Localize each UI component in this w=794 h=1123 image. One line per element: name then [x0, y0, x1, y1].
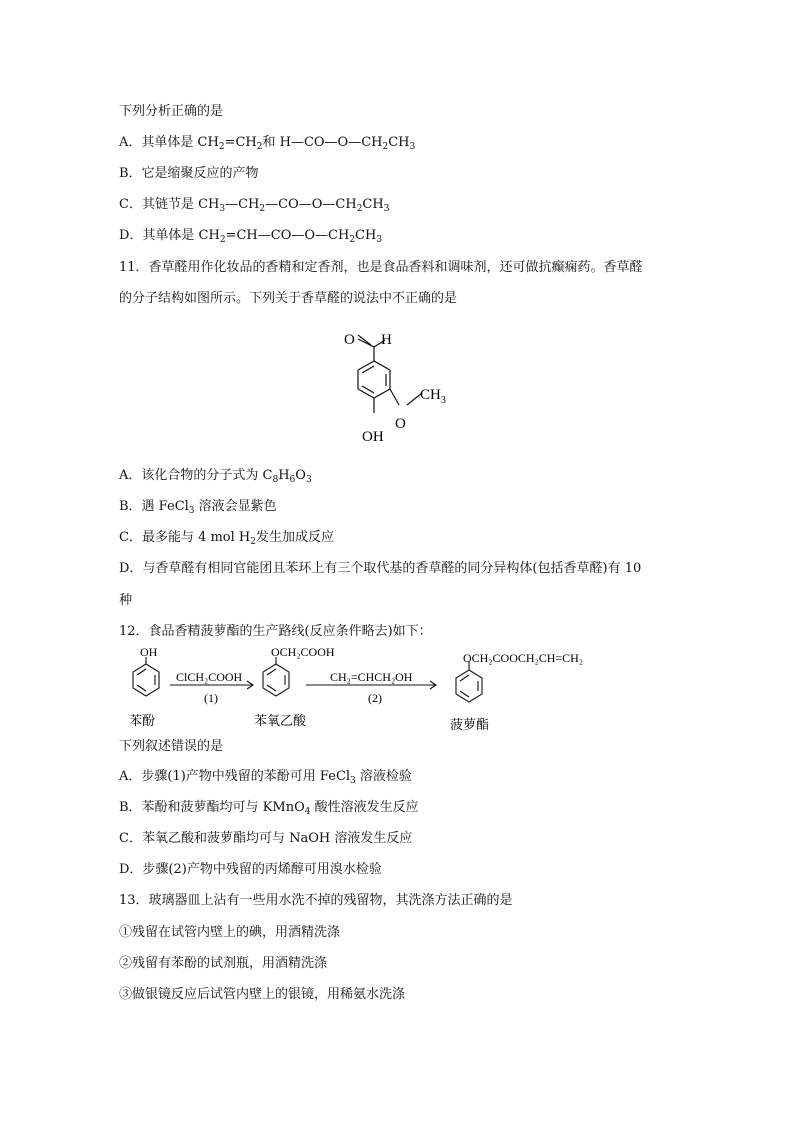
q11-a-sub6: 6	[289, 475, 296, 485]
pineapple-ester-name: 菠萝酯	[450, 718, 490, 733]
step1-reagent: ClCH₂COOH	[176, 670, 243, 684]
q12-stem: 12．食品香精菠萝酯的生产路线(反应条件略去)如下：	[119, 624, 432, 639]
phenol-name: 苯酚	[129, 714, 156, 729]
q12-option-d: D．步骤(2)产物中残留的丙烯醇可用溴水检验	[119, 862, 382, 877]
q10-a-text2: =CH	[224, 135, 257, 150]
q11-c-text2: 发生加成反应	[256, 530, 335, 545]
q10-a-text1: A．其单体是 CH	[119, 135, 219, 150]
q13-item-3: ③做银镜反应后试管内壁上的银镜，用稀氨水洗涤	[119, 987, 406, 1002]
aldehyde-oxygen: O	[344, 332, 355, 348]
q11-stem-line2: 的分子结构如图所示。下列关于香草醛的说法中不正确的是	[119, 291, 458, 306]
q12-a-text1: A．步骤(1)产物中残留的苯酚可用 FeCl	[119, 769, 351, 784]
q10-a-text4: CH	[388, 135, 410, 150]
q10-stem: 下列分析正确的是	[119, 104, 224, 119]
q11-a-h: H	[278, 468, 290, 483]
q13-item-2: ②残留有苯酚的试剂瓶，用酒精洗涤	[119, 956, 328, 971]
step2-reagent: CH₂=CHCH₂OH	[330, 670, 413, 684]
q10-c-text3: —CO—O—CH	[265, 197, 357, 212]
q10-a-text3: 和 H—CO—O—CH	[262, 135, 383, 150]
q11-option-d-line2: 种	[119, 593, 133, 608]
q10-c-text4: CH	[362, 197, 384, 212]
q11-b-text1: B．遇 FeCl	[119, 499, 189, 514]
aldehyde-hydrogen: H	[381, 332, 392, 348]
ether-oxygen: O	[395, 416, 406, 432]
q11-option-d-line1: D．与香草醛有相同官能团且苯环上有三个取代基的香草醛的同分异构体(包括香草醛)有 10	[119, 561, 642, 576]
q10-d-text1: D．其单体是 CH	[119, 228, 220, 243]
q11-option-c	[119, 529, 334, 547]
q11-option-b	[119, 498, 277, 516]
q12-option-a	[119, 768, 412, 786]
q10-c-text1: C．其链节是 CH	[119, 197, 220, 212]
q11-stem-line1: 11．香草醛用作化妆品的香精和定香剂，也是食品香料和调味剂，还可做抗癫痫药。香草醛	[119, 260, 643, 275]
q11-a-sub8: 8	[272, 475, 279, 485]
q13-item-1: ①残留在试管内壁上的碘，用酒精洗涤	[119, 925, 341, 940]
q13-stem: 13．玻璃器皿上沾有一些用水洗不掉的残留物，其洗涤方法正确的是	[119, 893, 513, 908]
q12-b-text1: B．苯酚和菠萝酯均可与 KMnO	[119, 800, 305, 815]
methyl-ch: CH	[420, 387, 441, 403]
hydroxyl-label: OH	[362, 429, 384, 445]
q12-sub-stem: 下列叙述错误的是	[119, 739, 224, 754]
q12-b-sub4: 4	[304, 807, 311, 817]
q12-a-text2: 溶液检验	[355, 769, 412, 784]
vanillin-structure	[330, 325, 470, 455]
q11-a-text: A．该化合物的分子式为 C	[119, 468, 273, 483]
q12-b-text2: 酸性溶液发生反应	[310, 800, 419, 815]
q10-option-b: B．它是缩聚反应的产物	[119, 166, 259, 181]
q11-b-text2: 溶液会显紫色	[194, 499, 277, 514]
q11-b-sub3: 3	[188, 506, 195, 516]
phenol-oh-label: OH	[140, 645, 158, 659]
methyl-label	[420, 387, 446, 406]
q10-option-d: D．其单体是 $CH_2=CH—CO—O—CH_2CH_3$	[119, 228, 383, 245]
q10-c-text2: —CH	[225, 197, 260, 212]
q11-a-sub3: 3	[305, 475, 312, 485]
q10-option-c: C．其链节是 $CH_3—CH_2—CO—O—CH_2CH_3$	[119, 197, 390, 214]
q11-option-a	[119, 467, 312, 485]
q10-d-text3: CH	[355, 228, 377, 243]
q12-option-c: C．苯氧乙酸和菠萝酯均可与 NaOH 溶液发生反应	[119, 831, 413, 846]
q10-option-a: A．其单体是 $CH_2=CH_2$和 $H—CO—O—CH_2CH_3$	[119, 135, 416, 152]
step2-label: (2)	[368, 691, 382, 705]
phenoxyacetic-group: OCH₂COOH	[271, 645, 335, 659]
ester-group: OCH₂COOCH₂CH=CH₂	[463, 651, 583, 665]
step1-label: (1)	[204, 691, 218, 705]
methyl-sub: 3	[440, 395, 446, 406]
q11-c-sub2: 2	[250, 537, 256, 547]
phenoxyacetic-name: 苯氧乙酸	[254, 714, 307, 729]
q12-option-b	[119, 799, 419, 817]
q10-d-text2: =CH—CO—O—CH	[225, 228, 350, 243]
q11-c-text1: C．最多能与 4 mol H	[119, 530, 251, 545]
q12-a-sub3: 3	[350, 776, 356, 786]
pineapple-ester-scheme	[118, 642, 608, 734]
q11-a-o: O	[295, 468, 306, 483]
